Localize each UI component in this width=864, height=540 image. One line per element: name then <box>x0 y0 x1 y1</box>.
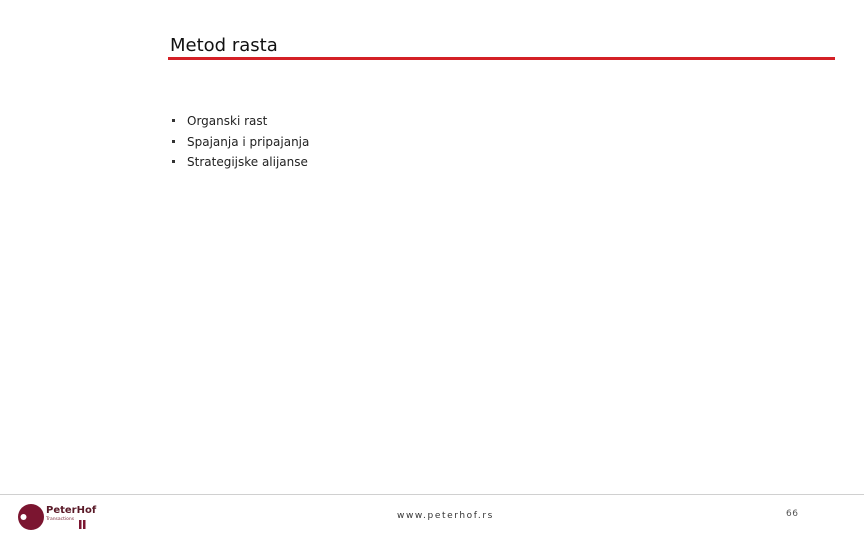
bullet-list <box>170 111 309 173</box>
logo-tagline: Transactions <box>46 517 75 522</box>
title-underline <box>168 57 835 60</box>
website-link[interactable]: www.peterhof.rs <box>397 511 494 521</box>
bullet-icon <box>172 160 175 163</box>
logo-name: PeterHof <box>46 505 97 516</box>
bullet-text: Organski rast <box>187 114 268 128</box>
list-item <box>170 111 309 132</box>
bullet-icon <box>172 140 175 143</box>
page-number: 66 <box>786 509 799 519</box>
page-title: Metod rasta <box>170 35 278 56</box>
bullet-text: Strategijske alijanse <box>187 155 308 169</box>
bullet-text: Spajanja i pripajanja <box>187 134 310 149</box>
footer-divider <box>0 494 864 495</box>
peterhof-logo <box>17 503 97 531</box>
bullet-icon <box>172 119 175 122</box>
list-item <box>170 152 309 173</box>
list-item <box>170 132 309 153</box>
